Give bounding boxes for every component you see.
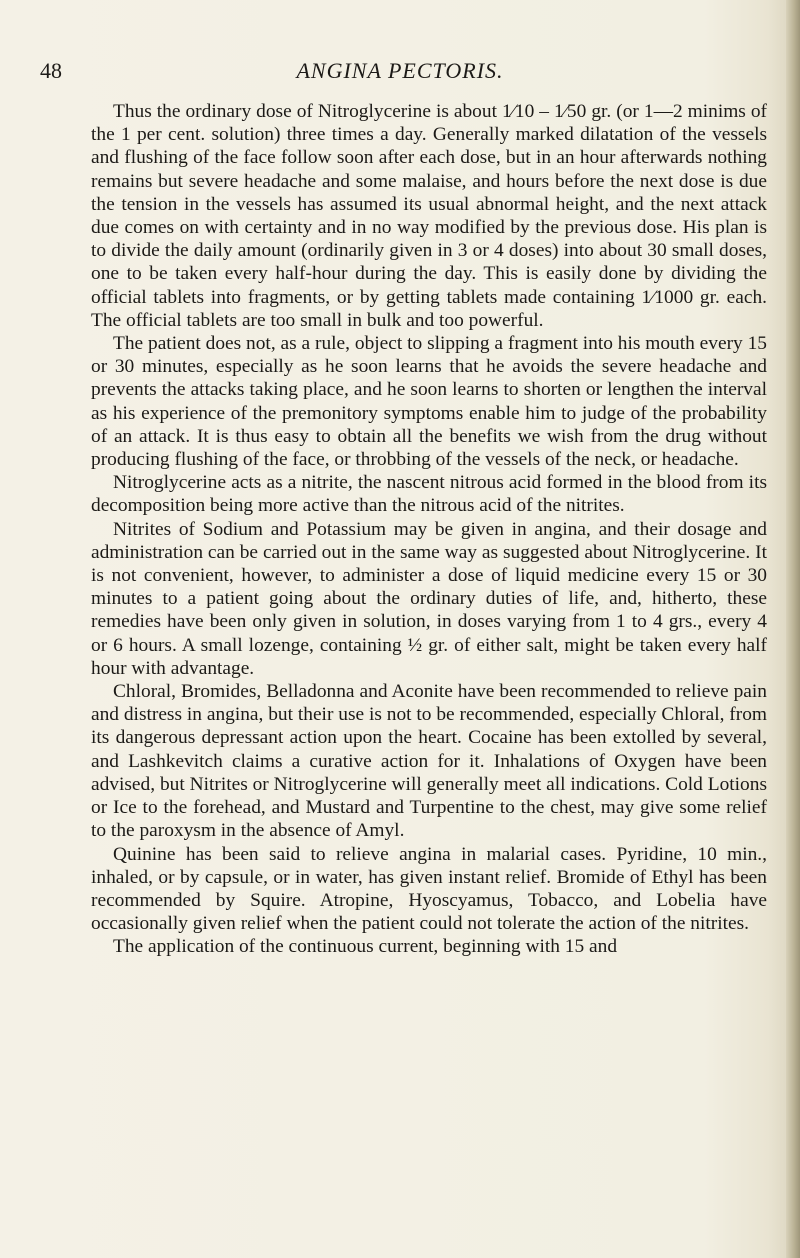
paragraph: The application of the continuous current, beginning with 15 and — [113, 936, 618, 958]
page-edge — [786, 0, 800, 1258]
paragraph: Nitrites of Sodium and Potassium may be given in angina, and their dosage and administration can be carried out in the same way as suggested about Nitroglycerine. It is not convenient, however, to administer a dose of liquid medicine every 15 or 30 minutes to a patient going about the ordinary duties of life, and, hitherto, these remedies have been only given in solution, in doses varying from 1 to 4 grs., every 4 or 6 hours. A small lozenge, containing ½ gr. of either salt, might be taken every half hour with advantage. — [91, 518, 767, 679]
body-text — [91, 100, 767, 959]
paragraph: The patient does not, as a rule, object to slipping a fragment into his mouth every 15 or 30 minutes, especially as he soon learns that he avoids the severe headache and prevents the attacks taking place, and he soon learns to shorten or lengthen the interval as his experience of the premonitory symptoms enable him to judge of the probability of an attack. It is thus easy to obtain all the benefits we wish from the drug without producing flushing of the face, or throbbing of the vessels of the neck, or headache. — [91, 333, 767, 471]
paragraph: Nitroglycerine acts as a nitrite, the nascent nitrous acid formed in the blood from its decomposition being more active than the nitrous acid of the nitrites. — [91, 472, 767, 517]
paragraph: Quinine has been said to relieve angina in malarial cases. Pyridine, 10 min., inhaled, or by capsule, or in water, has given instant relief. Bromide of Ethyl has been recommended by Squire. Atropine, Hyoscyamus, Tobacco, and Lobelia have occasionally given relief when the patient could not tolerate the action of the nitrites. — [91, 843, 767, 935]
page-number: 48 — [40, 58, 62, 83]
paragraph: Chloral, Bromides, Belladonna and Aconite have been recommended to relieve pain and distress in angina, but their use is not to be recommended, especially Chloral, from its dangerous depressant action upon the heart. Cocaine has been extolled by several, and Lashkevitch claims a curative action for it. Inhalations of Oxygen have been advised, but Nitrites or Nitroglycerine will generally meet all indications. Cold Lotions or Ice to the forehead, and Mustard and Turpentine to the chest, may give some relief to the paroxysm in the absence of Amyl. — [91, 681, 767, 842]
page-header — [40, 58, 760, 88]
running-title: ANGINA PECTORIS. — [296, 58, 504, 83]
paragraph: Thus the ordinary dose of Nitroglycerine is about 1⁄10 – 1⁄50 gr. (or 1—2 minims of the 1 per cent. solution) three times a day. Generally marked dilatation of the vessels and flushing of the face follow soon after each dose, but in an hour afterwards nothing remains but severe headache and some malaise, and hours before the next dose is due the tension in the vessels has assumed its usual abnormal height, and the next attack due comes on with certainty and in no way modified by the previous dose. His plan is to divide the daily amount (ordinarily given in 3 or 4 doses) into about 30 small doses, one to be taken every half-hour during the day. This is easily done by dividing the official tablets into fragments, or by getting tablets made containing 1⁄1000 gr. each. The official tablets are too small in bulk and too powerful. — [91, 101, 767, 331]
